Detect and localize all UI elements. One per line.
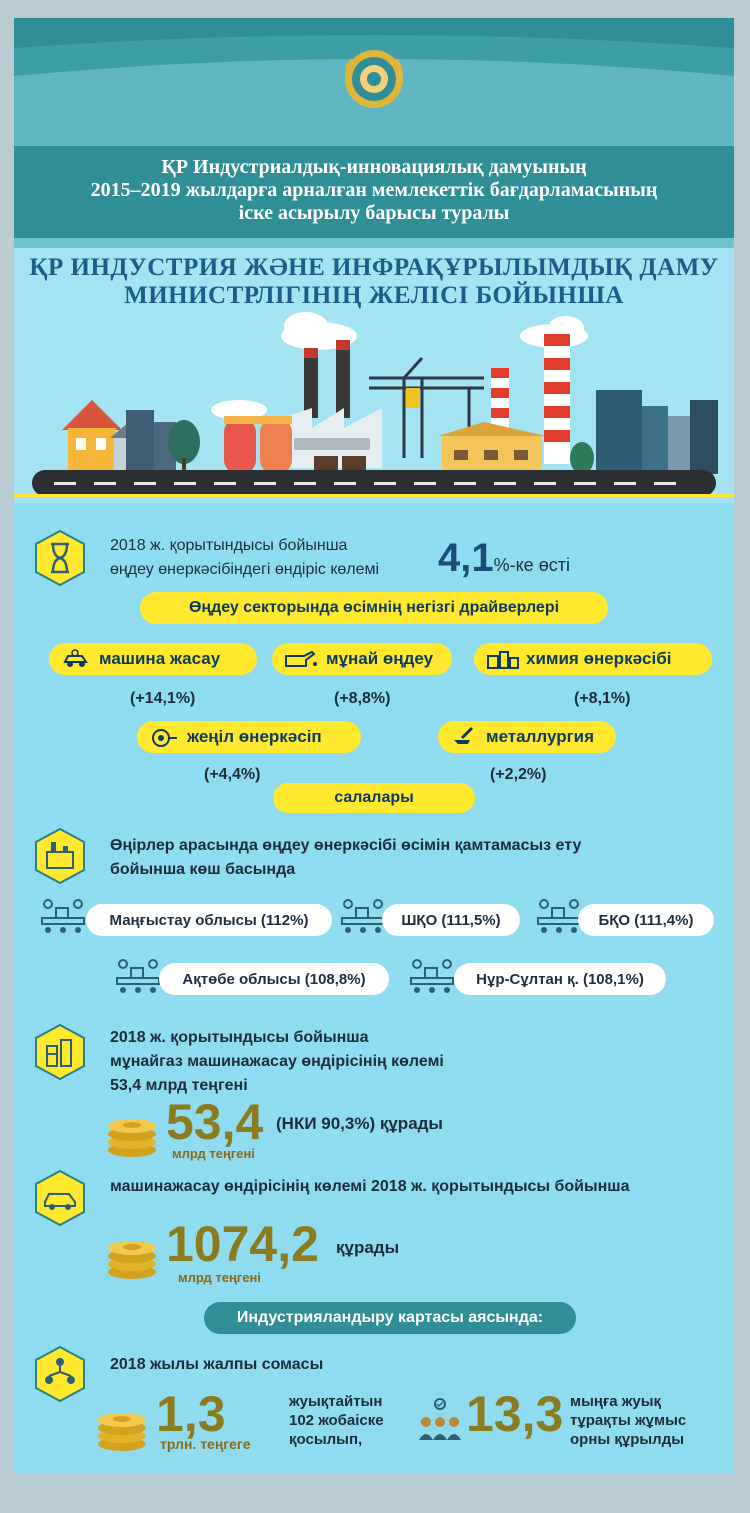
team-jobs-icon (416, 1396, 464, 1444)
ministry-title-line-2: МИНИСТРЛІГІНІҢ ЖЕЛІСІ БОЙЫНША (124, 282, 624, 309)
oil-can-icon (282, 648, 318, 670)
ministry-title-line-1: ҚР ИНДУСТРИЯ ЖӘНЕ ИНФРАҚҰРЫЛЫМДЫҚ ДАМУ (29, 254, 719, 281)
region-nur-sultan: Нұр-Сұлтан қ. (108,1%) (454, 963, 666, 995)
industrialization-banner: Индустрияландыру картасы аясында: (204, 1302, 576, 1334)
hero-section (14, 18, 734, 503)
sewing-reel-icon (149, 726, 179, 748)
drivers-title: Өңдеу секторында өсімнің негізгі драйверлері (140, 592, 608, 624)
region-aktobe: Ақтөбе облысы (108,8%) (159, 963, 389, 995)
assembly-line-icon (338, 896, 388, 938)
regions-title-line-2: бойынша көш басында (110, 861, 296, 878)
machinery-unit: млрд теңгені (178, 1270, 261, 1285)
growth-value: 4,1 (438, 536, 494, 580)
oilgas-description-line-2: мұнайгаз машинажасау өндірісінің көлемі (110, 1053, 444, 1070)
assembly-line-icon (407, 956, 457, 998)
industrialization-sum-value: 1,3 (156, 1386, 226, 1442)
driver-chemical-label: химия өнеркәсібі (526, 649, 672, 668)
industrialization-jobs-line-3: орны құрылды (570, 1431, 685, 1448)
car-settings-icon (61, 648, 91, 670)
infographic-page (14, 18, 734, 1474)
industrialization-projects-line-1: жуықтайтын (289, 1393, 383, 1410)
driver-oil-refining-pct: (+8,8%) (334, 690, 391, 707)
coin-stack-icon (106, 1108, 162, 1158)
growth-description-line-2: өңдеу өнеркәсібіндегі өндіріс көлемі (110, 561, 380, 578)
industrialization-jobs-line-1: мыңға жуық (570, 1393, 662, 1410)
growth-description-line-1: 2018 ж. қорытындысы бойынша (110, 537, 348, 554)
region-east-kazakhstan: ШҚО (111,5%) (382, 904, 520, 936)
assembly-line-icon (113, 956, 163, 998)
section-divider (14, 494, 734, 497)
network-people-icon (35, 1346, 85, 1402)
regions-title (110, 834, 581, 882)
industrialization-jobs-value: 13,3 (466, 1386, 564, 1442)
driver-machinery (49, 643, 257, 675)
oil-refinery-icon (35, 1024, 85, 1080)
driver-oil-refining (272, 643, 452, 675)
driver-metallurgy-pct: (+2,2%) (490, 766, 547, 783)
car-icon (35, 1170, 85, 1226)
regions-title-line-1: Өңірлер арасында өңдеу өнеркәсібі өсімін қамтамасыз ету (110, 837, 582, 854)
driver-machinery-label: машина жасау (99, 649, 221, 668)
growth-value-group (438, 536, 570, 581)
assembly-line-icon (38, 896, 88, 938)
region-mangystau: Маңғыстау облысы (112%) (86, 904, 332, 936)
industrialization-projects-line-3: қосылып, (289, 1431, 363, 1448)
driver-light-industry (137, 721, 361, 753)
driver-machinery-pct: (+14,1%) (130, 690, 196, 707)
ministry-title (14, 254, 734, 310)
machinery-description: машинажасау өндірісінің көлемі 2018 ж. қорытындысы бойынша (110, 1178, 630, 1195)
striped-tower-large (544, 334, 570, 464)
driver-light-industry-pct: (+4,4%) (204, 766, 261, 783)
driver-chemical (474, 643, 712, 675)
assembly-line-icon (534, 896, 584, 938)
industrialization-projects-line-2: 102 жобаіске (289, 1412, 384, 1429)
driver-oil-refining-label: мұнай өңдеу (326, 649, 434, 668)
anvil-hammer-icon (452, 726, 478, 748)
industrialization-subtitle: 2018 жылы жалпы сомасы (110, 1356, 324, 1373)
driver-light-industry-label: жеңіл өнеркәсіп (187, 727, 322, 746)
oilgas-description-line-3: 53,4 млрд теңгені (110, 1077, 248, 1094)
chemical-plant-icon (486, 648, 520, 670)
drivers-footer: салалары (273, 783, 475, 813)
growth-description (110, 534, 379, 582)
program-title-line-2: 2015–2019 жылдарға арналған мемлекеттік бағдарламасының (90, 179, 658, 201)
driver-metallurgy (438, 721, 616, 753)
state-emblem-icon (343, 48, 405, 110)
industrialization-sum-unit: трлн. теңгеге (160, 1436, 251, 1452)
oilgas-description (110, 1026, 444, 1098)
factory-worker-icon (35, 828, 85, 884)
program-title-line-1: ҚР Индустриалдық-инновациялық дамуының (161, 156, 587, 178)
hourglass-icon (35, 530, 85, 586)
machinery-value: 1074,2 (166, 1216, 319, 1272)
industrialization-projects (289, 1392, 384, 1449)
growth-suffix: %-ке өсті (493, 555, 570, 575)
region-west-kazakhstan: БҚО (111,4%) (578, 904, 714, 936)
machinery-suffix: құрады (336, 1238, 400, 1257)
coin-stack-icon (96, 1402, 152, 1452)
oilgas-note: (НКИ 90,3%) құрады (276, 1114, 443, 1133)
industrialization-jobs (570, 1392, 686, 1449)
driver-chemical-pct: (+8,1%) (574, 690, 631, 707)
program-title (14, 146, 734, 238)
oilgas-unit: млрд теңгені (172, 1146, 255, 1161)
oilgas-value: 53,4 (166, 1094, 264, 1150)
program-title-line-3: іске асырылу барысы туралы (238, 202, 510, 224)
industrialization-jobs-line-2: тұрақты жұмыс (570, 1412, 687, 1429)
coin-stack-icon (106, 1230, 162, 1280)
oilgas-description-line-1: 2018 ж. қорытындысы бойынша (110, 1029, 369, 1046)
driver-metallurgy-label: металлургия (486, 727, 595, 746)
